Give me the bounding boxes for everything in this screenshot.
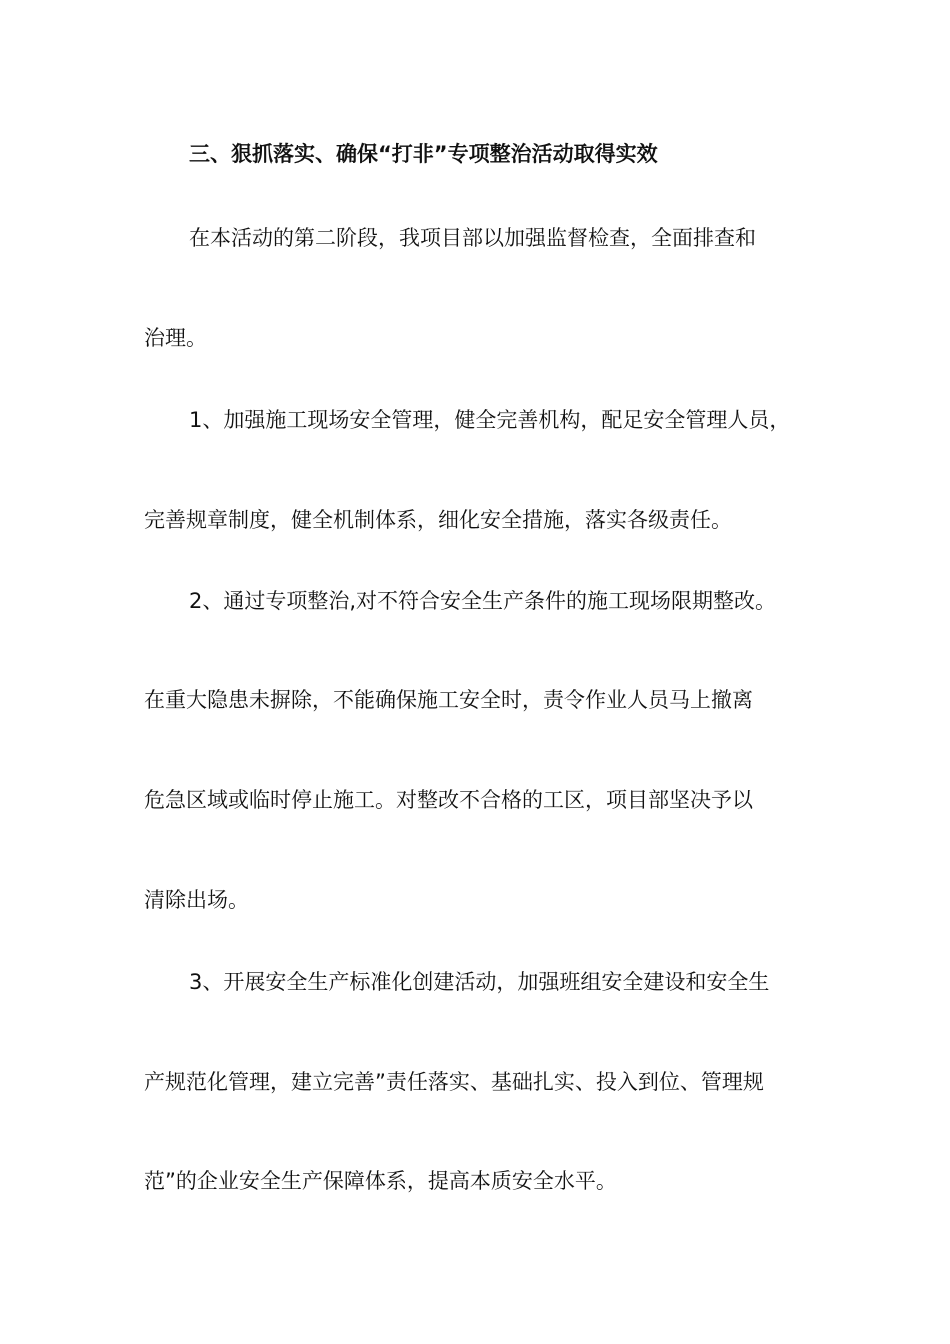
section-heading: 三、狠抓落实、确保“打非”专项整治活动取得实效: [189, 142, 658, 166]
paragraph-line: 3、开展安全生产标准化创建活动，加强班组安全建设和安全生: [189, 970, 770, 994]
paragraph-line: 清除出场。: [144, 888, 249, 912]
paragraph-line: 治理。: [144, 326, 207, 350]
paragraph-line: 1、加强施工现场安全管理，健全完善机构，配足安全管理人员，: [189, 408, 791, 432]
paragraph-line: 在重大隐患未摒除，不能确保施工安全时，责令作业人员马上撤离: [144, 688, 753, 712]
paragraph-line: 危急区域或临时停止施工。对整改不合格的工区，项目部坚决予以: [144, 788, 753, 812]
paragraph-line: 2、通过专项整治,对不符合安全生产条件的施工现场限期整改。: [189, 589, 777, 613]
paragraph-line: 完善规章制度，健全机制体系，细化安全措施，落实各级责任。: [144, 508, 732, 532]
paragraph-line: 在本活动的第二阶段，我项目部以加强监督检查，全面排查和: [189, 226, 756, 250]
paragraph-line: 产规范化管理，建立完善”责任落实、基础扎实、投入到位、管理规: [144, 1070, 764, 1094]
paragraph-line: 范”的企业安全生产保障体系，提高本质安全水平。: [144, 1169, 617, 1193]
